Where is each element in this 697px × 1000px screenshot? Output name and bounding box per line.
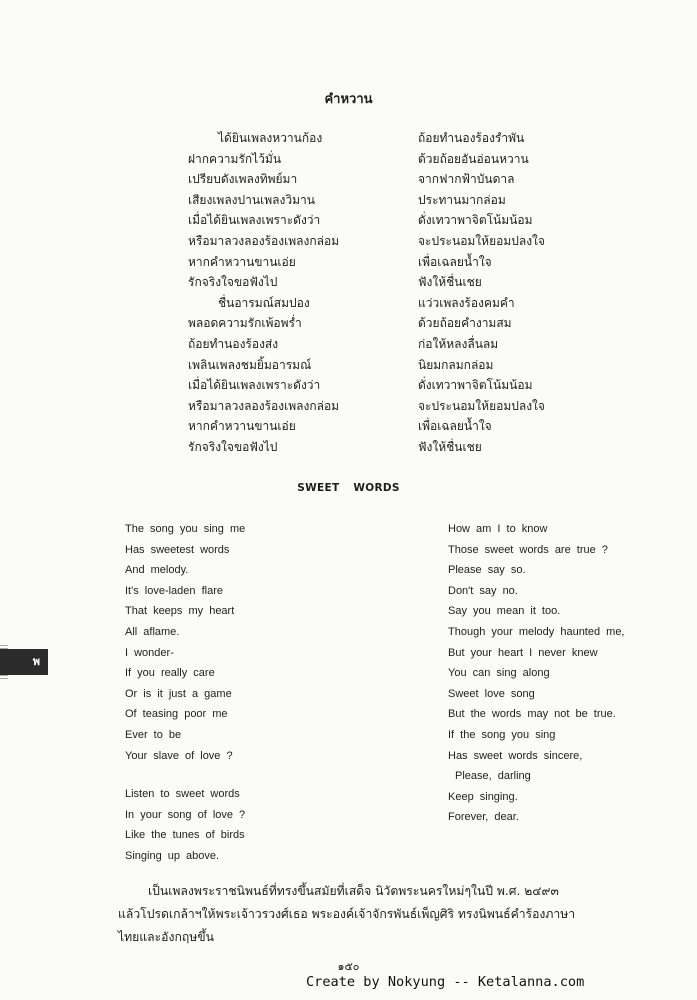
lyric-line: เมื่อได้ยินเพลงเพราะดังว่า [188,213,321,228]
side-tab: พ [0,649,48,675]
lyric-line: เพลินเพลงชมยิ้มอารมณ์ [188,357,312,372]
lyric-line: Keep singing. [448,790,518,803]
lyric-line: Please say so. [448,564,526,577]
lyric-line: ดั่งเทวาพาจิตโน้มน้อม [418,213,533,228]
lyric-line: All aflame. [125,625,180,638]
lyric-line: You can sing along [448,667,550,680]
lyric-line: And melody. [125,564,189,577]
lyric-line: Of teasing poor me [125,708,228,721]
footnote-line: เป็นเพลงพระราชนิพนธ์ที่ทรงขึ้นสมัยที่เสด็จ นิวัตพระนครใหม่ๆในปี พ.ศ. ๒๔๙๓ [148,884,559,898]
lyric-line: ประทานมากล่อม [418,192,506,207]
lyric-line: Singing up above. [125,849,220,862]
lyric-line: Your slave of love ? [125,749,233,762]
lyric-line: เมื่อได้ยินเพลงเพราะดังว่า [188,378,321,393]
lyric-line: Ever to be [125,728,182,741]
lyric-line: แว่วเพลงร้องคมคำ [418,295,515,310]
lyric-line: ฟังให้ชื่นเชย [418,439,482,454]
lyric-line: That keeps my heart [125,605,235,618]
lyric-line: ถ้อยทำนองร้องส่ง [188,336,279,351]
lyric-line: Has sweetest words [125,543,230,556]
lyric-line: ด้วยถ้อยคำงามสม [418,316,512,331]
lyric-line: พลอดความรักเพ้อพร่ำ [188,316,302,331]
lyric-line: หากคำหวานขานเอ่ย [188,254,296,269]
stanza-gap [125,766,245,784]
lyric-line: ด้วยถ้อยอันอ่อนหวาน [418,151,529,166]
footnote-line: ไทยและอังกฤษขึ้น [118,930,214,944]
watermark-credit: Create by Nokyung -- Ketalanna.com [306,974,585,990]
lyric-line: Though your melody haunted me, [448,625,625,638]
english-title: SWEET WORDS [297,482,400,494]
footnote-line: แล้วโปรดเกล้าฯให้พระเจ้าวรวงศ์เธอ พระองค์เจ้าจักรพันธ์เพ็ญศิริ ทรงนิพนธ์คำร้องภาษา [118,907,576,921]
english-lyrics-right-column [448,519,625,828]
lyric-line: เพื่อเฉลยน้ำใจ [418,419,492,434]
english-lyrics-left-column [125,519,245,867]
lyric-line: Please, darling [455,770,531,783]
lyric-line: Has sweet words sincere, [448,749,583,762]
lyric-line: But your heart I never knew [448,646,598,659]
lyric-line: รักจริงใจขอฟังไป [188,439,278,454]
lyric-line: นิยมกลมกล่อม [418,357,494,372]
lyric-line: จะประนอมให้ยอมปลงใจ [418,398,545,413]
lyric-line: Forever, dear. [448,811,519,824]
lyric-line: ฟังให้ชื่นเชย [418,275,482,290]
lyric-line: หากคำหวานขานเอ่ย [188,419,296,434]
lyric-line: Say you mean it too. [448,605,561,618]
lyric-line: Sweet love song [448,687,535,700]
lyric-line: ก่อให้หลงลื่นลม [418,336,499,351]
lyric-line: จากฟากฟ้าบันดาล [418,172,515,187]
lyric-line: เปรียบดังเพลงทิพย์มา [188,172,298,187]
thai-lyrics-right-column [418,128,545,458]
lyric-line: Those sweet words are true ? [448,543,608,556]
lyric-line: I wonder- [125,646,174,659]
thai-lyrics-left-column [188,128,339,458]
lyric-line: Listen to sweet words [125,788,240,801]
thai-title: คำหวาน [324,92,373,107]
lyric-line: เสียงเพลงปานเพลงวิมาน [188,192,315,207]
lyric-line: เพื่อเฉลยน้ำใจ [418,254,492,269]
lyric-line: Like the tunes of birds [125,829,245,842]
lyric-line: ได้ยินเพลงหวานก้อง [218,131,323,145]
lyric-line: It's love-laden flare [125,584,223,597]
footnote [118,880,575,949]
lyric-line: If the song you sing [448,728,556,741]
lyric-line: But the words may not be true. [448,708,616,721]
lyric-line: รักจริงใจขอฟังไป [188,275,278,290]
lyric-line: Don't say no. [448,584,518,597]
lyric-line: ฝากความรักไว้มั่น [188,151,282,166]
lyric-line: ดั่งเทวาพาจิตโน้มน้อม [418,378,533,393]
page-number: ๑๕๐ [337,960,360,973]
lyric-line: หรือมาลวงลองร้องเพลงกล่อม [188,398,340,413]
lyric-line: หรือมาลวงลองร้องเพลงกล่อม [188,233,340,248]
lyric-line: In your song of love ? [125,808,246,821]
lyric-line: How am I to know [448,523,548,535]
lyric-line: Or is it just a game [125,687,232,700]
lyric-line: ถ้อยทำนองร้องรำพัน [418,131,525,145]
lyric-line: The song you sing me [125,523,246,535]
lyric-line: ชื่นอารมณ์สมปอง [218,295,310,310]
lyric-line: จะประนอมให้ยอมปลงใจ [418,233,545,248]
lyric-line: If you really care [125,667,215,680]
